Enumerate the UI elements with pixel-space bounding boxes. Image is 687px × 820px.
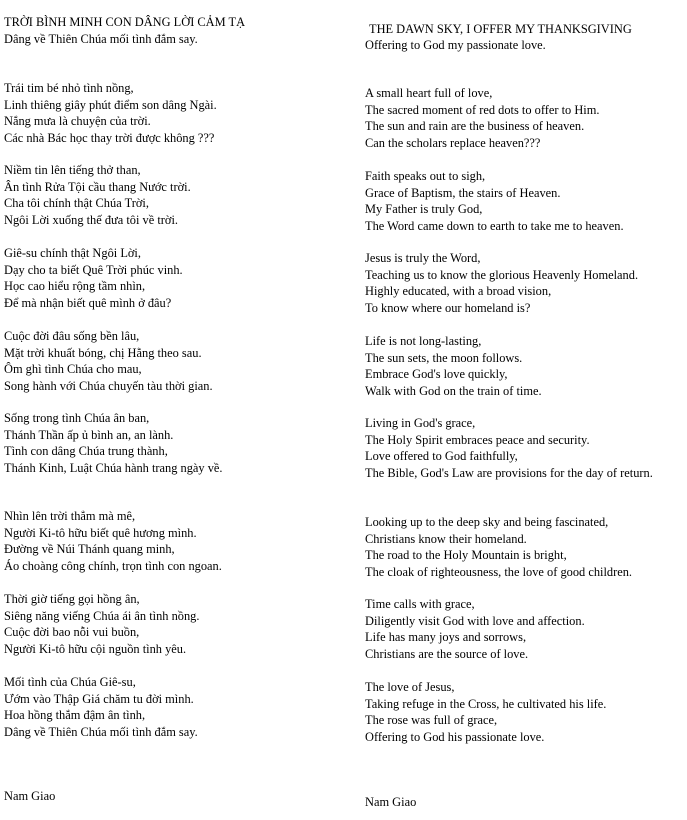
poem-line: Các nhà Bác học thay trời được không ??? — [4, 130, 215, 145]
poem-line: Ướm vào Thập Giá chăm tu đời mình. — [4, 691, 194, 706]
poem-line: Living in God's grace, — [365, 416, 476, 430]
poem-line: The rose was full of grace, — [365, 713, 498, 727]
stanza-1 — [4, 80, 217, 146]
stanza-5 — [4, 410, 223, 476]
poem-line: Cuộc đời đâu sống bền lâu, — [4, 329, 140, 343]
poem-line: Time calls with grace, — [365, 597, 475, 611]
poem-line: Love offered to God faithfully, — [365, 449, 518, 463]
poem-line: Niềm tin lên tiếng thở than, — [4, 163, 141, 177]
poem-line: The Word came down to earth to take me to heaven. — [365, 218, 624, 233]
poem-line: The sun and rain are the business of heaven. — [365, 119, 585, 133]
poem-line: Áo choàng công chính, trọn tình con ngoan. — [4, 558, 222, 573]
poem-line: Tình con dâng Chúa trung thành, — [4, 444, 168, 458]
poem-line: Highly educated, with a broad vision, — [365, 284, 552, 298]
poem-subtitle: Offering to God my passionate love. — [365, 38, 546, 52]
stanza-7 — [365, 596, 585, 662]
poem-line: Christians know their homeland. — [365, 531, 527, 546]
poem-line: Walk with God on the train of time. — [365, 383, 542, 398]
poem-line: Hoa hồng thắm đậm ân tình, — [4, 708, 146, 722]
poem-line: Song hành với Chúa chuyến tàu thời gian. — [4, 378, 213, 393]
poem-line: Để mà nhận biết quê mình ở đâu? — [4, 295, 172, 310]
poem-line: Ngôi Lời xuống thế đưa tôi về trời. — [4, 212, 178, 227]
stanza-3 — [365, 250, 638, 316]
stanza-6 — [4, 508, 222, 574]
stanza-6 — [365, 514, 632, 580]
poem-line: Mặt trời khuất bóng, chị Hằng theo sau. — [4, 345, 202, 360]
poem-line: The road to the Holy Mountain is bright, — [365, 548, 567, 562]
poem-line: The Holy Spirit embraces peace and security. — [365, 432, 590, 447]
poem-line: Dâng về Thiên Chúa mối tình đắm say. — [4, 724, 198, 739]
stanza-2 — [365, 168, 624, 234]
poem-subtitle: Dâng về Thiên Chúa mối tình đắm say. — [4, 32, 198, 46]
poem-line: Cha tôi chính thật Chúa Trời, — [4, 196, 149, 210]
author-signature: Nam Giao — [365, 795, 417, 809]
poem-line: Thánh Thần ấp ủ bình an, an lành. — [4, 427, 174, 442]
stanza-3 — [4, 245, 183, 311]
poem-line: Người Ki-tô hữu biết quê hương mình. — [4, 525, 197, 540]
poem-line: Nhìn lên trời thẳm mà mê, — [4, 509, 136, 523]
poem-line: Can the scholars replace heaven??? — [365, 135, 541, 150]
poem-line: Taking refuge in the Cross, he cultivated his life. — [365, 696, 607, 711]
poem-title: THE DAWN SKY, I OFFER MY THANKSGIVING — [369, 22, 632, 36]
stanza-4 — [4, 328, 213, 394]
poem-line: Faith speaks out to sigh, — [365, 169, 486, 183]
poem-line: Life is not long-lasting, — [365, 334, 482, 348]
stanza-2 — [4, 162, 191, 228]
poem-line: The sun sets, the moon follows. — [365, 350, 523, 365]
poem-line: The love of Jesus, — [365, 680, 455, 694]
poem-line: Cuộc đời bao nỗi vui buồn, — [4, 625, 140, 639]
poem-line: Thánh Kinh, Luật Chúa hành trang ngày về. — [4, 460, 223, 475]
poem-line: Siêng năng viếng Chúa ái ân tình nồng. — [4, 608, 200, 623]
poem-line: Đường về Núi Thánh quang minh, — [4, 542, 175, 556]
poem-line: Teaching us to know the glorious Heavenly Homeland. — [365, 267, 639, 282]
poem-line: Grace of Baptism, the stairs of Heaven. — [365, 185, 561, 200]
stanza-4 — [365, 333, 542, 399]
poem-line: Giê-su chính thật Ngôi Lời, — [4, 246, 141, 260]
poem-line: Sống trong tình Chúa ân ban, — [4, 411, 150, 425]
poem-line: Life has many joys and sorrows, — [365, 630, 527, 644]
poem-line: Thời giờ tiếng gọi hồng ân, — [4, 592, 140, 606]
poem-line: Ôm ghì tình Chúa cho mau, — [4, 362, 142, 376]
poem-line: Người Ki-tô hữu cội nguồn tình yêu. — [4, 641, 187, 656]
poem-line: Offering to God his passionate love. — [365, 729, 545, 744]
poem-line: Nắng mưa là chuyện của trời. — [4, 114, 151, 128]
poem-title: TRỜI BÌNH MINH CON DÂNG LỜI CẢM TẠ — [4, 15, 246, 29]
stanza-8 — [365, 679, 606, 745]
poem-line: Ân tình Rửa Tội cầu thang Nước trời. — [4, 179, 191, 194]
poem-line: The Bible, God's Law are provisions for the day of return. — [365, 465, 653, 480]
poem-line: Học cao hiểu rộng tầm nhìn, — [4, 279, 146, 293]
poem-line: Christians are the source of love. — [365, 646, 529, 661]
stanza-7 — [4, 591, 199, 657]
stanza-1 — [365, 85, 599, 151]
poem-line: Embrace God's love quickly, — [365, 367, 508, 381]
poem-line: Linh thiêng giây phút điểm son dâng Ngài. — [4, 97, 217, 112]
poem-line: The cloak of righteousness, the love of good children. — [365, 564, 633, 579]
stanza-5 — [365, 415, 670, 481]
poem-line: Dạy cho ta biết Quê Trời phúc vinh. — [4, 262, 183, 277]
stanza-8 — [4, 674, 198, 740]
poem-line: The sacred moment of red dots to offer to Him. — [365, 102, 600, 117]
poem-line: My Father is truly God, — [365, 202, 483, 216]
poem-line: A small heart full of love, — [365, 86, 493, 100]
poem-line: Mối tình của Chúa Giê-su, — [4, 675, 136, 689]
author-signature: Nam Giao — [4, 789, 56, 803]
poem-line: Trái tim bé nhỏ tình nồng, — [4, 81, 134, 95]
poem-line: Looking up to the deep sky and being fascinated, — [365, 515, 609, 529]
poem-line: Jesus is truly the Word, — [365, 251, 481, 265]
poem-line: Diligently visit God with love and affection. — [365, 613, 585, 628]
poem-line: To know where our homeland is? — [365, 300, 531, 315]
